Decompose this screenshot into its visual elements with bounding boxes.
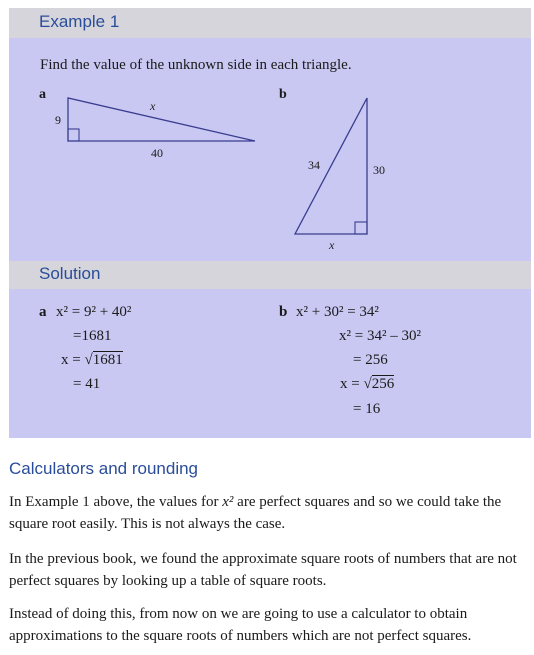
solution-title: Solution — [39, 264, 101, 283]
triangle-b-side-34: 34 — [308, 158, 320, 172]
solution-b-line3: = 256 — [353, 352, 388, 368]
paragraph-1: In Example 1 above, the values for x² are perfect squares and so we could take the square root easily. This is not always the case. — [9, 494, 502, 532]
solution-b-label: b — [279, 304, 288, 320]
example-title: Example 1 — [39, 12, 120, 31]
paragraph-2: In the previous book, we found the approximate square roots of numbers that are not perfect squares by looking up a table of square roots. — [9, 551, 517, 589]
triangle-b-side-x: x — [329, 238, 335, 252]
triangle-b-side-30: 30 — [373, 163, 385, 177]
solution-b-line2: x² = 34² – 30² — [339, 328, 421, 344]
triangle-b — [295, 98, 367, 234]
solution-a-line4: = 41 — [73, 376, 101, 392]
section-title: Calculators and rounding — [9, 459, 199, 478]
example-instruction: Find the value of the unknown side in each triangle. — [40, 57, 352, 73]
triangle-a — [68, 98, 255, 141]
triangle-b-label: b — [279, 87, 287, 102]
solution-b-radicand: 256 — [371, 376, 395, 392]
triangle-a-side-9: 9 — [55, 113, 61, 127]
sqrt-symbol: √ — [363, 376, 372, 392]
solution-b-line4 — [340, 376, 394, 393]
solution-b-line1: x² + 30² = 34² — [296, 304, 379, 320]
solution-b-line5: = 16 — [353, 401, 381, 417]
solution-header — [9, 261, 531, 289]
solution-a-line2: =1681 — [73, 328, 112, 344]
triangle-a-side-40: 40 — [151, 146, 163, 160]
paragraph-3: Instead of doing this, from now on we are going to use a calculator to obtain approximations to the square roots of numbers which are not perfect squares. — [9, 606, 472, 644]
triangle-a-side-x: x — [150, 99, 156, 113]
solution-a-radicand: 1681 — [92, 352, 123, 368]
triangle-a-label: a — [39, 87, 46, 102]
solution-a-line3-lhs: x = — [61, 352, 81, 368]
solution-a-label: a — [39, 304, 47, 320]
sqrt-symbol: √ — [84, 352, 93, 368]
solution-b-line4-lhs: x = — [340, 376, 360, 392]
solution-a-line1: x² = 9² + 40² — [56, 304, 132, 320]
solution-a-line3 — [61, 352, 123, 369]
